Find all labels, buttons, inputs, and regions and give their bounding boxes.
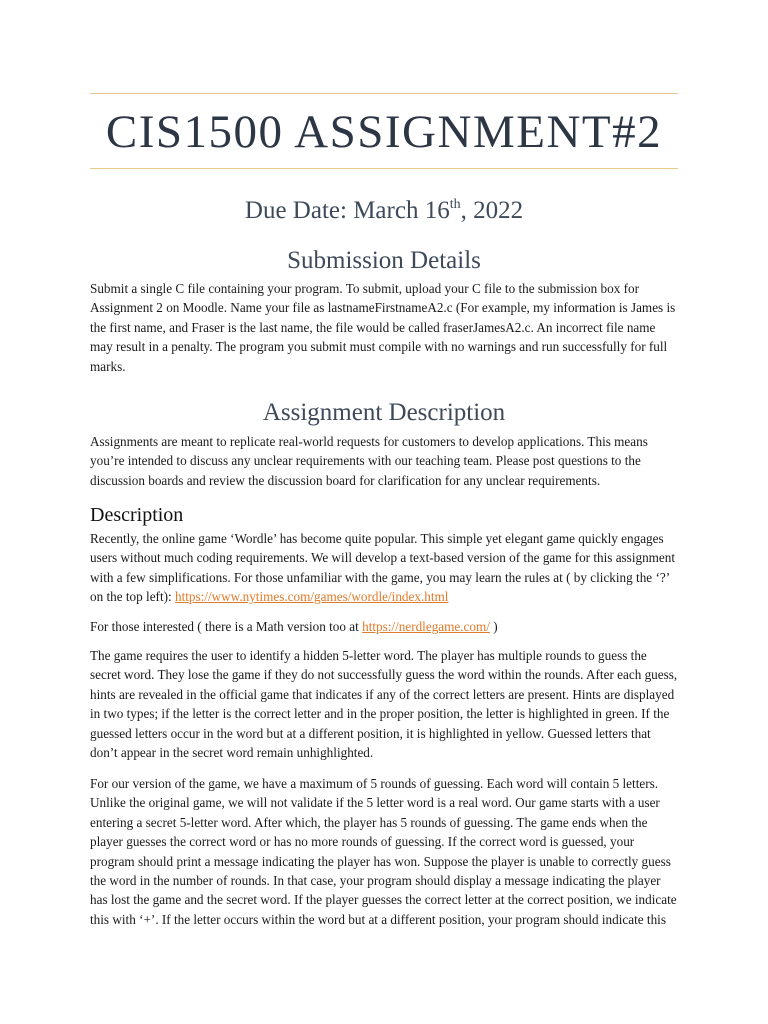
title-bottom-rule bbox=[90, 168, 678, 169]
title-top-rule bbox=[90, 93, 678, 94]
description-paragraph-1-text: Recently, the online game ‘Wordle’ has become quite popular. This simple yet elegant game quickly engages users without much coding requirements. We will develop a text-based version of the game for this assignment with a few simplifications. For those unfamiliar with the game, you may learn the rules at ( by clicking the ‘?’ on the top left): bbox=[90, 531, 676, 605]
wordle-link[interactable]: https://www.nytimes.com/games/wordle/index.html bbox=[174, 589, 449, 605]
description-paragraph-2-text: For those interested ( there is a Math version too at bbox=[90, 619, 363, 634]
submission-heading: Submission Details bbox=[287, 247, 481, 274]
description-paragraph-3: The game requires the user to identify a hidden 5-letter word. The player has multiple rounds to guess the secret word. They lose the game if they do not successfully guess the word within the rounds. After each guess, hints are revealed in the official game that indicates if any of the correct letters are present. Hints are displayed in two types; if the letter is the correct letter and in the proper position, the letter is highlighted in green. If the guessed letters occur in the word but at a different position, it is highlighted in yellow. Guessed letters that don’t appear in the secret word remain unhighlighted. bbox=[90, 648, 678, 761]
assignment-description-body: Assignments are meant to replicate real-world requests for customers to develop applications. This means you’re intended to discuss any unclear requirements with our teaching team. Please post questions to the discussion boards and review the discussion board for clarification for any unclear requirements. bbox=[90, 434, 648, 488]
description-paragraph-1 bbox=[90, 529, 680, 607]
assignment-description-heading: Assignment Description bbox=[262, 399, 506, 426]
nerdle-link[interactable]: https://nerdlegame.com/ bbox=[362, 619, 490, 634]
due-date bbox=[90, 196, 678, 226]
description-paragraph-2-tail: ) bbox=[489, 619, 498, 634]
description-paragraph-4: For our version of the game, we have a maximum of 5 rounds of guessing. Each word will contain 5 letters. Unlike the original game, we will not validate if the 5 letter word is a real word. Our game starts with a user entering a secret 5-letter word. After which, the player has 5 rounds of guessing. The game ends when the player guesses the correct word or has no more rounds of guessing. If the correct word is guessed, your program should print a message indicating the player has won. Suppose the player is unable to correctly guess the word in the number of rounds. In that case, your program should display a message indicating the player has lost the game and the secret word. If the player guesses the correct letter at the correct position, we indicate this with ‘+’. If the letter occurs within the word but at a different position, your program should indicate this bbox=[90, 776, 677, 927]
due-date-ordinal: th bbox=[449, 197, 461, 212]
document-title: CIS1500 ASSIGNMENT#2 bbox=[105, 106, 663, 158]
submission-body: Submit a single C file containing your program. To submit, upload your C file to the submission box for Assignment 2 on Moodle. Name your file as lastnameFirstnameA2.c (For example, my information is James is the first name, and Fraser is the last name, the file would be called fraserJamesA2.c. An incorrect file name may result in a penalty. The program you submit must compile with no warnings and run successfully for full marks. bbox=[90, 281, 676, 374]
due-date-suffix: , 2022 bbox=[460, 197, 524, 224]
description-paragraph-2 bbox=[90, 617, 680, 636]
due-date-prefix: Due Date: March 16 bbox=[244, 197, 450, 224]
description-heading: Description bbox=[90, 504, 184, 526]
